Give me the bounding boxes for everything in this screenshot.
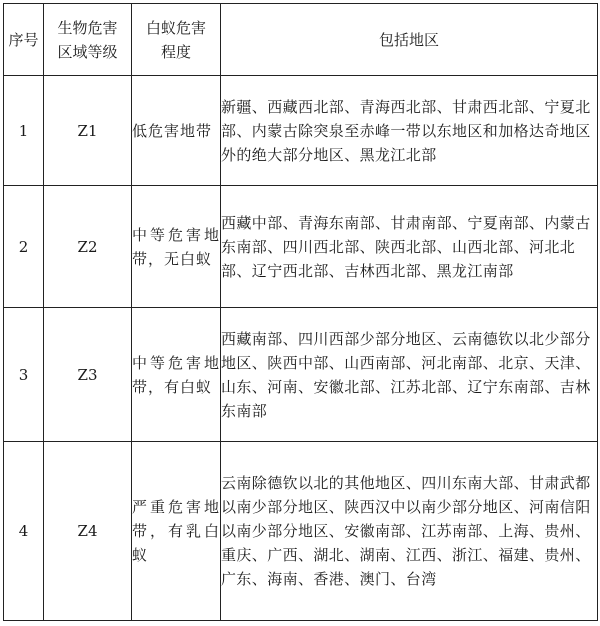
header-regions: 包括地区 xyxy=(221,4,598,76)
header-zone-level xyxy=(44,4,132,76)
row-regions: 西藏南部、四川西部少部分地区、云南德钦以北少部分地区、陕西中部、山西南部、河北南部、北京、天津、山东、河南、安徽北部、江苏北部、辽宁东南部、吉林东南部 xyxy=(221,308,598,442)
hazard-zone-table xyxy=(3,3,598,621)
row-zone: Z2 xyxy=(44,186,132,308)
row-degree-text: 严重危害地带，有乳白蚁 xyxy=(132,498,220,564)
header-termite-degree xyxy=(132,4,221,76)
row-regions: 云南除德钦以北的其他地区、四川东南大部、甘肃武都以南少部分地区、陕西汉中以南少部分地区、河南信阳以南少部分地区、安徽南部、江苏南部、上海、贵州、重庆、广西、湖北、湖南、江西、浙江、福建、贵州、广东、海南、香港、澳门、台湾 xyxy=(221,442,598,621)
row-degree-text: 中等危害地带，无白蚁 xyxy=(132,225,220,268)
row-regions: 西藏中部、青海东南部、甘肃南部、宁夏南部、内蒙古东南部、四川西北部、陕西北部、山西北部、河北北部、辽宁西北部、吉林西北部、黑龙江南部 xyxy=(221,186,598,308)
header-zone-line1: 生物危害 xyxy=(57,18,118,37)
row-degree-text: 中等危害地带，有白蚁 xyxy=(132,353,220,396)
row-zone: Z4 xyxy=(44,442,132,621)
row-degree xyxy=(132,186,221,308)
header-degree-line2: 程度 xyxy=(160,42,191,61)
table-row xyxy=(4,442,598,621)
row-degree xyxy=(132,76,221,186)
row-seq: 4 xyxy=(4,442,44,621)
row-degree-text: 低危害地带 xyxy=(132,121,213,140)
row-regions: 新疆、西藏西北部、青海西北部、甘肃西北部、宁夏北部、内蒙古除突泉至赤峰一带以东地区和加格达奇地区外的绝大部分地区、黑龙江北部 xyxy=(221,76,598,186)
row-degree xyxy=(132,308,221,442)
row-zone: Z3 xyxy=(44,308,132,442)
header-zone-line2: 区域等级 xyxy=(57,42,118,61)
row-seq: 2 xyxy=(4,186,44,308)
row-seq: 3 xyxy=(4,308,44,442)
table-row xyxy=(4,186,598,308)
table-row xyxy=(4,308,598,442)
header-degree-line1: 白蚁危害 xyxy=(145,18,206,37)
header-seq: 序号 xyxy=(4,4,44,76)
table-header-row xyxy=(4,4,598,76)
row-zone: Z1 xyxy=(44,76,132,186)
row-degree xyxy=(132,442,221,621)
row-seq: 1 xyxy=(4,76,44,186)
table-row xyxy=(4,76,598,186)
